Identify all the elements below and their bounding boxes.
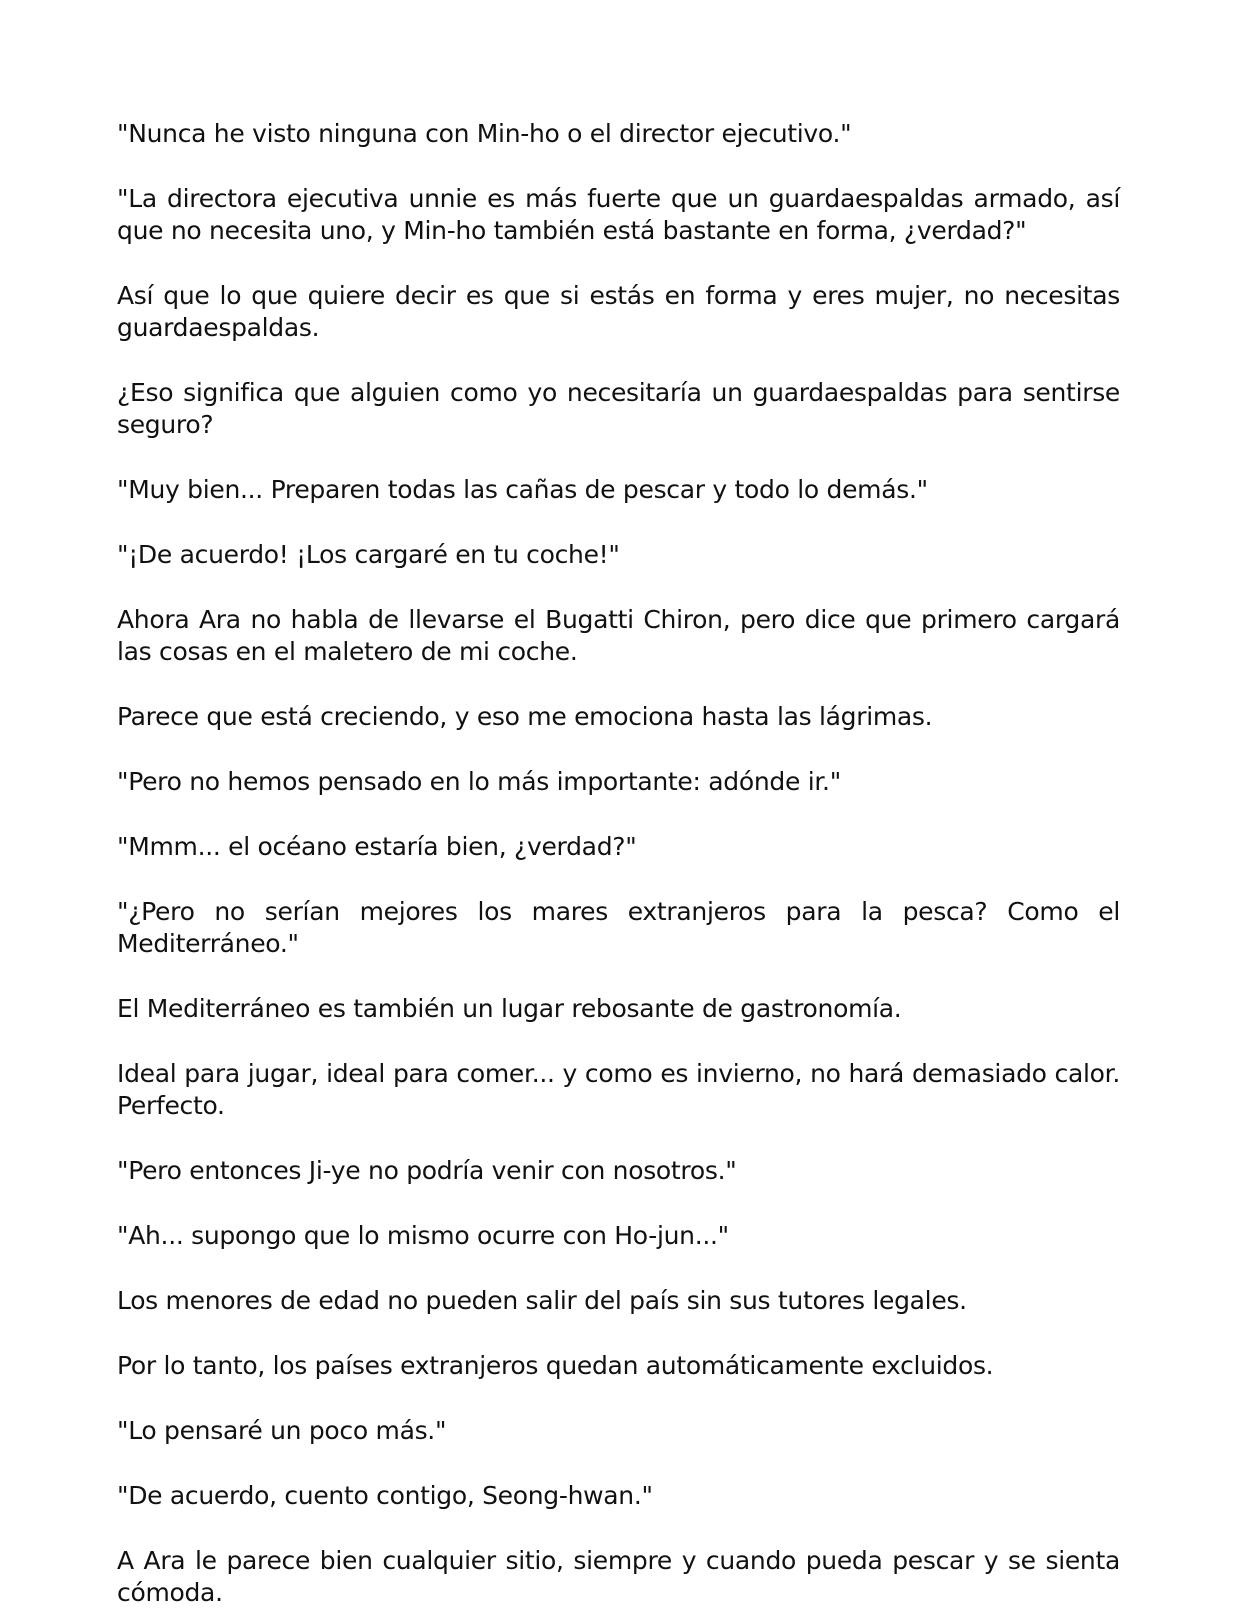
paragraph: "Muy bien... Preparen todas las cañas de pescar y todo lo demás." xyxy=(117,475,928,504)
body-text xyxy=(117,118,1120,1620)
paragraph: A Ara le parece bien cualquier sitio, siempre y cuando pueda pescar y se sienta cómoda. xyxy=(117,1546,1120,1607)
paragraph: "Mmm... el océano estaría bien, ¿verdad?" xyxy=(117,832,637,861)
paragraph: "¿Pero no serían mejores los mares extranjeros para la pesca? Como el Mediterráneo." xyxy=(117,897,1120,958)
paragraph: Por lo tanto, los países extranjeros quedan automáticamente excluidos. xyxy=(117,1351,994,1380)
paragraph: El Mediterráneo es también un lugar rebosante de gastronomía. xyxy=(117,994,902,1023)
paragraph: Ahora Ara no habla de llevarse el Bugatti Chiron, pero dice que primero cargará las cosas en el maletero de mi coche. xyxy=(117,605,1120,666)
paragraph: Parece que está creciendo, y eso me emociona hasta las lágrimas. xyxy=(117,702,933,731)
paragraph: "Pero no hemos pensado en lo más importante: adónde ir." xyxy=(117,767,841,796)
paragraph: Así que lo que quiere decir es que si estás en forma y eres mujer, no necesitas guardaespaldas. xyxy=(117,281,1120,342)
paragraph: "Pero entonces Ji-ye no podría venir con nosotros." xyxy=(117,1156,737,1185)
paragraph: "De acuerdo, cuento contigo, Seong-hwan." xyxy=(117,1481,653,1510)
paragraph: "Nunca he visto ninguna con Min-ho o el director ejecutivo." xyxy=(117,119,852,148)
paragraph: "¡De acuerdo! ¡Los cargaré en tu coche!" xyxy=(117,540,620,569)
paragraph: Los menores de edad no pueden salir del país sin sus tutores legales. xyxy=(117,1286,967,1315)
paragraph: "Ah... supongo que lo mismo ocurre con Ho-jun..." xyxy=(117,1221,729,1250)
paragraph: "La directora ejecutiva unnie es más fuerte que un guardaespaldas armado, así que no necesita uno, y Min-ho también está bastante en forma, ¿verdad?" xyxy=(117,184,1120,245)
paragraph: "Lo pensaré un poco más." xyxy=(117,1416,447,1445)
paragraph: Ideal para jugar, ideal para comer... y como es invierno, no hará demasiado calor. Perfecto. xyxy=(117,1059,1120,1120)
paragraph: ¿Eso significa que alguien como yo necesitaría un guardaespaldas para sentirse seguro? xyxy=(117,378,1120,439)
